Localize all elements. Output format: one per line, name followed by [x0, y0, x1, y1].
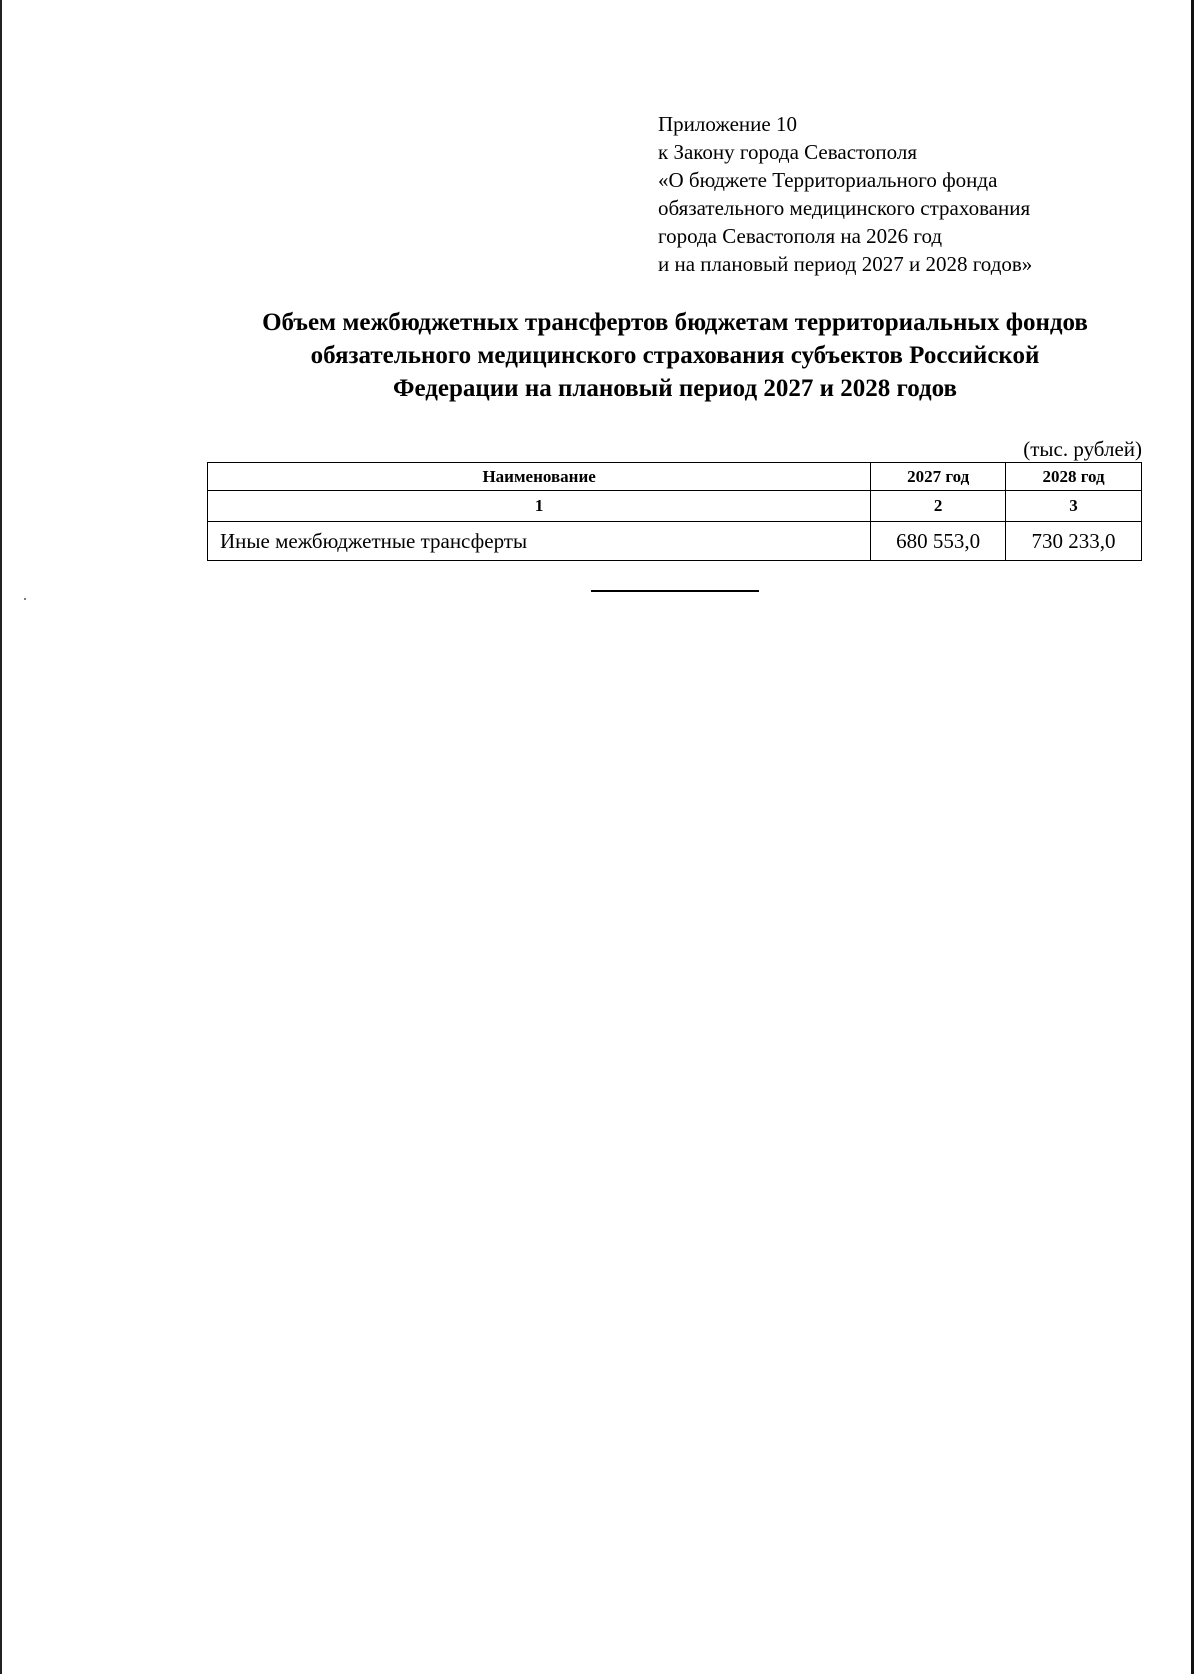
title-line: Федерации на плановый период 2027 и 2028 годов — [392, 375, 958, 402]
appendix-line: «О бюджете Территориального фонда — [658, 168, 998, 192]
table-row — [208, 522, 1142, 561]
scan-edge-left — [0, 0, 2, 1674]
index-cell: 1 — [208, 491, 871, 522]
row-2028-cell: 730 233,0 — [1006, 522, 1142, 561]
units-label: (тыс. рублей) — [1023, 437, 1142, 461]
appendix-line: города Севастополя на 2026 год — [658, 224, 943, 248]
index-cell: 3 — [1006, 491, 1142, 522]
appendix-line: обязательного медицинского страхования — [658, 196, 1031, 220]
index-cell: 2 — [871, 491, 1006, 522]
header-2028: 2028 год — [1006, 463, 1142, 491]
transfers-table — [207, 462, 1142, 561]
title-line: Объем межбюджетных трансфертов бюджетам территориальных фондов — [262, 309, 1088, 336]
title-line: обязательного медицинского страхования субъектов Российской — [310, 342, 1040, 369]
appendix-header — [658, 110, 1032, 278]
document-title — [200, 306, 1150, 405]
table-header-row — [208, 463, 1142, 491]
table-index-row — [208, 491, 1142, 522]
appendix-line: Приложение 10 — [658, 112, 797, 136]
header-name: Наименование — [208, 463, 871, 491]
row-name-cell: Иные межбюджетные трансферты — [208, 522, 871, 561]
header-2027: 2027 год — [871, 463, 1006, 491]
appendix-line: к Закону города Севастополя — [658, 140, 918, 164]
row-2027-cell: 680 553,0 — [871, 522, 1006, 561]
scan-speck — [24, 598, 26, 600]
scan-edge-right — [1191, 0, 1194, 1674]
end-rule — [591, 590, 759, 592]
appendix-line: и на плановый период 2027 и 2028 годов» — [658, 252, 1033, 276]
